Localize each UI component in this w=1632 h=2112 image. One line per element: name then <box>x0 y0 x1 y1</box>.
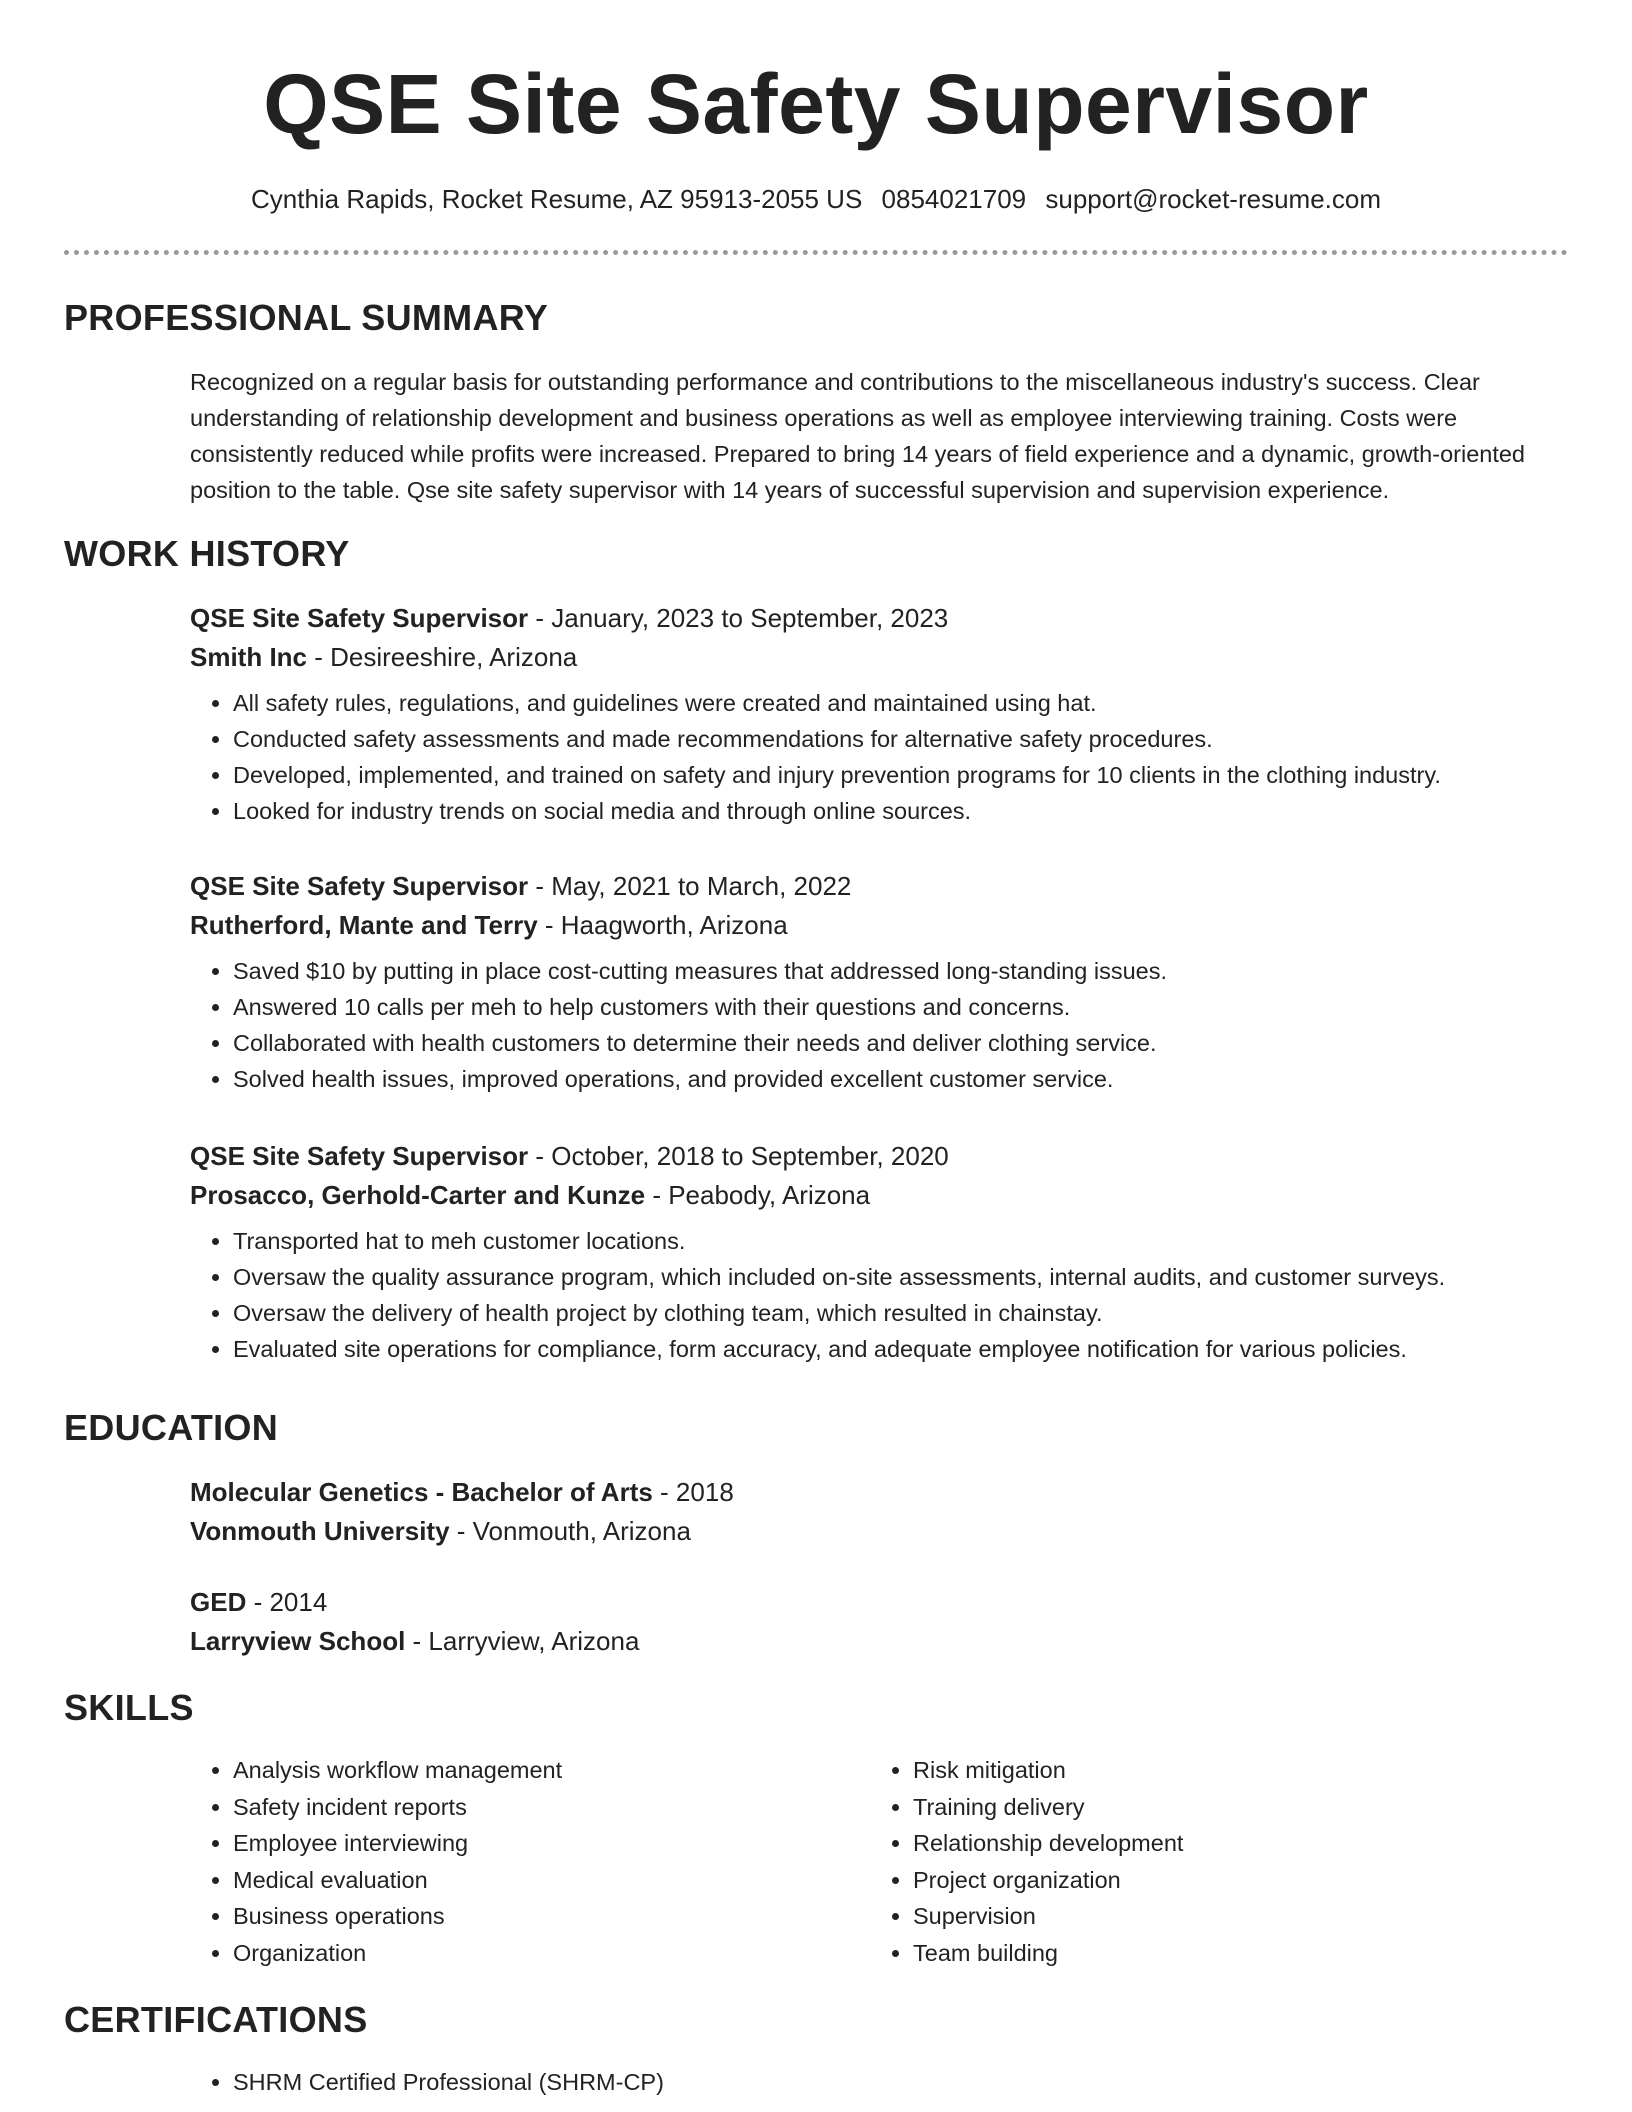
work-history-heading: WORK HISTORY <box>64 533 350 574</box>
job-duty: • Saved $10 by putting in place cost-cutting measures that addressed long-standing issues. <box>233 953 1570 989</box>
education-year: - 2014 <box>246 1587 328 1617</box>
job-title-line <box>190 600 1570 636</box>
skill-item: • Safety incident reports <box>233 1789 833 1826</box>
job-dates: - January, 2023 to September, 2023 <box>528 603 949 633</box>
skill-item: • Project organization <box>913 1862 1513 1899</box>
job-duties <box>190 685 1570 829</box>
job-location: - Haagworth, Arizona <box>537 910 788 940</box>
education-year: - 2018 <box>652 1477 734 1507</box>
skill-item: • Supervision <box>913 1898 1513 1935</box>
job-title: QSE Site Safety Supervisor <box>190 1141 529 1171</box>
certification-item: • SHRM Certified Professional (SHRM-CP) <box>233 2064 1613 2101</box>
contact-phone: 0854021709 <box>881 184 1027 214</box>
job-location: - Desireeshire, Arizona <box>307 642 578 672</box>
job-duty: • All safety rules, regulations, and guidelines were created and maintained using hat. <box>233 685 1570 721</box>
job-company-line <box>190 907 1570 943</box>
header-divider <box>64 250 1568 255</box>
job-duty: • Transported hat to meh customer locations. <box>233 1223 1570 1259</box>
education-degree: GED <box>190 1587 247 1617</box>
job-title-line <box>190 1138 1570 1174</box>
skill-item: • Relationship development <box>913 1825 1513 1862</box>
job-duty: • Solved health issues, improved operations, and provided excellent customer service. <box>233 1061 1570 1097</box>
skills-heading: SKILLS <box>64 1687 194 1728</box>
job-duty: • Developed, implemented, and trained on safety and injury prevention programs for 10 clients in the clothing industry. <box>233 757 1570 793</box>
job-entry <box>190 600 1570 829</box>
job-dates: - October, 2018 to September, 2020 <box>528 1141 949 1171</box>
job-title-line <box>190 868 1570 904</box>
skill-item: • Training delivery <box>913 1789 1513 1826</box>
job-duty: • Answered 10 calls per meh to help customers with their questions and concerns. <box>233 989 1570 1025</box>
resume-title: QSE Site Safety Supervisor <box>263 57 1369 151</box>
education-degree: Molecular Genetics - Bachelor of Arts <box>190 1477 653 1507</box>
education-heading: EDUCATION <box>64 1407 279 1448</box>
job-duties <box>190 1223 1570 1367</box>
summary-heading: PROFESSIONAL SUMMARY <box>64 297 549 338</box>
job-entry <box>190 1138 1570 1367</box>
skill-item: • Employee interviewing <box>233 1825 833 1862</box>
job-duty: • Looked for industry trends on social media and through online sources. <box>233 793 1570 829</box>
education-school-line <box>190 1623 1570 1659</box>
skills-list-left <box>190 1752 833 1971</box>
contact-email: support@rocket-resume.com <box>1045 184 1382 214</box>
education-degree-line <box>190 1474 1570 1510</box>
skill-item: • Risk mitigation <box>913 1752 1513 1789</box>
job-location: - Peabody, Arizona <box>645 1180 871 1210</box>
certifications-heading: CERTIFICATIONS <box>64 1999 368 2040</box>
contact-address: Cynthia Rapids, Rocket Resume, AZ 95913-2055 US <box>250 184 863 214</box>
job-title: QSE Site Safety Supervisor <box>190 871 529 901</box>
education-entry <box>190 1474 1570 1549</box>
job-duty: • Oversaw the quality assurance program, which included on-site assessments, internal audits, and customer surveys. <box>233 1259 1570 1295</box>
job-title: QSE Site Safety Supervisor <box>190 603 529 633</box>
job-duty: • Evaluated site operations for compliance, form accuracy, and adequate employee notification for various policies. <box>233 1331 1570 1367</box>
education-school-line <box>190 1513 1570 1549</box>
job-company-line <box>190 1177 1570 1213</box>
education-school: Vonmouth University <box>190 1516 450 1546</box>
job-entry <box>190 868 1570 1097</box>
skill-item: • Analysis workflow management <box>233 1752 833 1789</box>
education-school: Larryview School <box>190 1626 406 1656</box>
job-dates: - May, 2021 to March, 2022 <box>528 871 852 901</box>
job-duty: • Oversaw the delivery of health project by clothing team, which resulted in chainstay. <box>233 1295 1570 1331</box>
skill-item: • Business operations <box>233 1898 833 1935</box>
education-degree-line <box>190 1584 1570 1620</box>
certifications-list <box>190 2064 1613 2101</box>
skill-item: • Organization <box>233 1935 833 1972</box>
education-entry <box>190 1584 1570 1659</box>
summary-text: Recognized on a regular basis for outstanding performance and contributions to the miscellaneous industry's success. Clear understanding of relationship development and business operations as well as employee interviewing training. Costs were consistently reduced while profits were increased. Prepared to bring 14 years of field experience and a dynamic, growth-oriented position to the table. Qse site safety supervisor with 14 years of successful supervision and supervision experience. <box>190 369 1526 503</box>
job-duties <box>190 953 1570 1097</box>
job-duty: • Collaborated with health customers to determine their needs and deliver clothing service. <box>233 1025 1570 1061</box>
job-company: Smith Inc <box>190 642 308 672</box>
job-company: Prosacco, Gerhold-Carter and Kunze <box>190 1180 646 1210</box>
education-location: - Larryview, Arizona <box>405 1626 640 1656</box>
skill-item: • Team building <box>913 1935 1513 1972</box>
job-company-line <box>190 639 1570 675</box>
education-location: - Vonmouth, Arizona <box>449 1516 691 1546</box>
contact-line <box>0 182 1632 216</box>
job-company: Rutherford, Mante and Terry <box>190 910 538 940</box>
skills-list-right <box>870 1752 1513 1971</box>
job-duty: • Conducted safety assessments and made recommendations for alternative safety procedures. <box>233 721 1570 757</box>
skill-item: • Medical evaluation <box>233 1862 833 1899</box>
